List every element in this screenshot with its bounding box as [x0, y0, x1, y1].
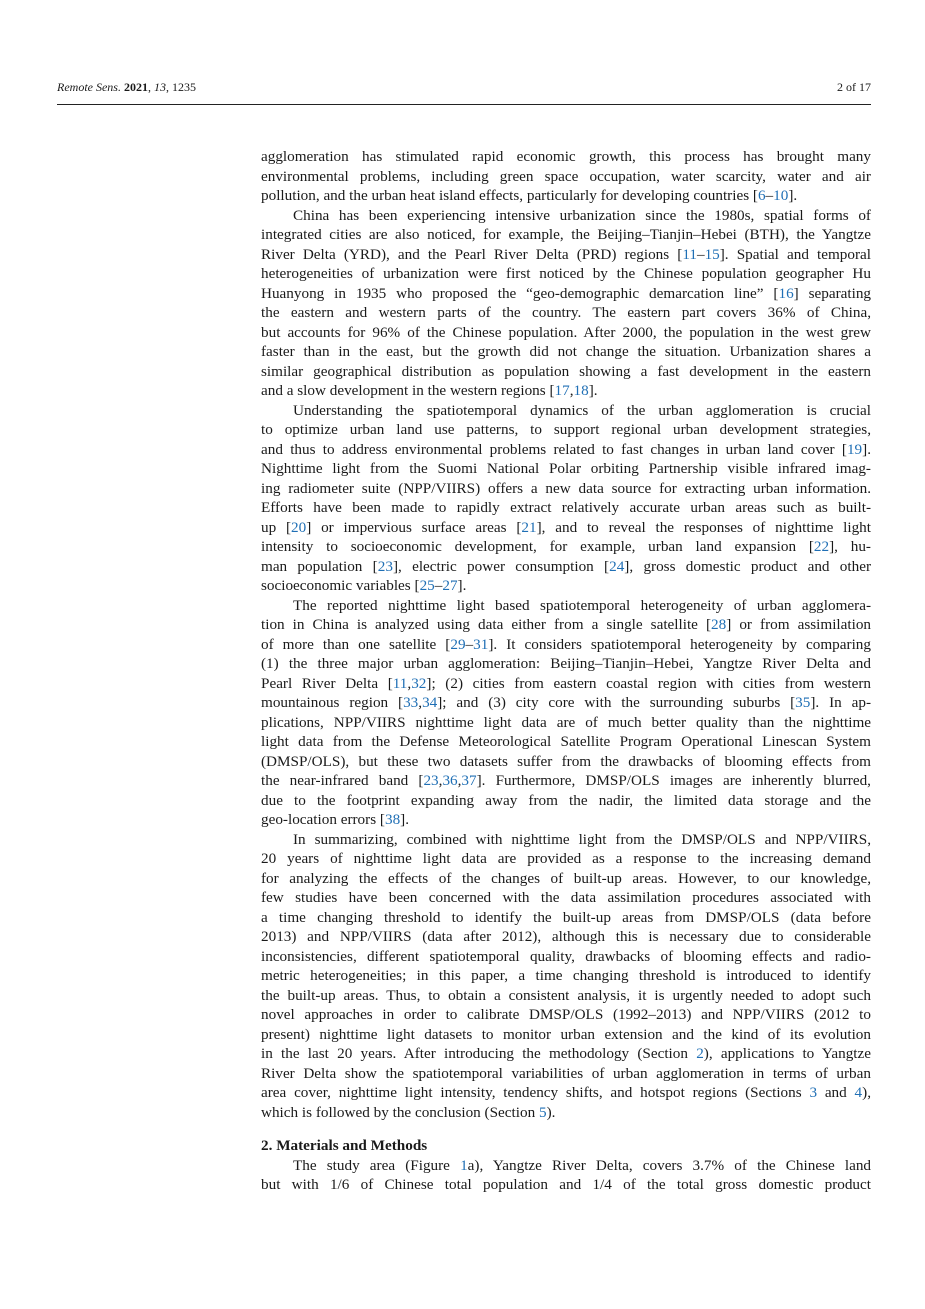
line-text: – [434, 577, 443, 594]
citation-link[interactable]: 25 [419, 577, 435, 594]
line-text: ]. [862, 440, 871, 458]
text-line [261, 498, 871, 518]
line-text: , [569, 382, 574, 399]
line-text: River Delta show the spatiotemporal variabilities of urban agglomeration in terms of urban [261, 1064, 871, 1082]
text-line [261, 771, 871, 791]
journal-volume: 13 [153, 80, 166, 94]
line-text: ), [862, 1084, 871, 1101]
text-line [261, 459, 871, 479]
line-text: in the last 20 years. After introducing the methodology (Section [261, 1045, 697, 1062]
line-text: ]. [400, 811, 410, 828]
citation-link[interactable]: 37 [461, 772, 477, 789]
line-text: mountainous region [ [261, 694, 404, 711]
line-text: (1) the three major urban agglomeration: Beijing–Tianjin–Hebei, Yangtze River Delta and [261, 655, 871, 672]
line-text: present) nighttime light datasets to monitor urban extension and the kind of its evolution [261, 1025, 871, 1043]
text-line [261, 810, 871, 830]
header-rule [57, 104, 871, 105]
citation-link[interactable]: 1 [460, 1156, 468, 1174]
line-text: ], and to reveal the responses of nighttime light [536, 518, 871, 536]
line-text: (DMSP/OLS), but these two datasets suffer from the drawbacks of blooming effects from [261, 752, 871, 770]
line-text: Efforts have been made to rapidly extract relatively accurate urban areas such as built- [261, 499, 871, 516]
line-text: intensity to socioeconomic development, for example, urban land expansion [ [261, 538, 814, 555]
line-text: a time changing threshold to identify the built-up areas from DMSP/OLS (data before [261, 908, 871, 926]
line-text: area cover, nighttime light intensity, tendency shifts, and hotspot regions (Sections [261, 1084, 810, 1101]
journal-name: Remote Sens. [57, 80, 121, 94]
line-text: pollution, and the urban heat island effects, particularly for developing countries [ [261, 187, 758, 204]
section-heading: 2. Materials and Methods [261, 1137, 428, 1154]
text-line [261, 401, 871, 421]
text-line [261, 693, 871, 713]
line-text: ]; and (3) city core with the surrounding suburbs [ [437, 694, 796, 711]
citation-link[interactable]: 29 [450, 635, 466, 653]
line-text: 2013) and NPP/VIIRS (data after 2012), although this is necessary due to considerable [261, 928, 871, 945]
text-line [261, 479, 871, 499]
line-text: River Delta (YRD), and the Pearl River Delta (PRD) regions [ [261, 245, 683, 263]
citation-link[interactable]: 35 [795, 694, 811, 711]
citation-link[interactable]: 18 [573, 382, 589, 399]
citation-link[interactable]: 23 [423, 772, 439, 789]
text-line [261, 888, 871, 908]
line-text: up [ [261, 518, 292, 536]
citation-link[interactable]: 15 [704, 245, 720, 263]
text-line [261, 206, 871, 226]
citation-link[interactable]: 36 [442, 772, 458, 789]
text-line [261, 381, 871, 401]
text-line [261, 654, 871, 674]
line-text: of more than one satellite [ [261, 635, 451, 653]
line-text: , [407, 674, 412, 692]
text-line [261, 947, 871, 967]
line-text: agglomeration has stimulated rapid economic growth, this process has brought many [261, 148, 871, 165]
line-text: ], gross domestic product and other [624, 557, 871, 575]
citation-link[interactable]: 11 [682, 245, 697, 263]
text-line [261, 791, 871, 811]
citation-link[interactable]: 21 [521, 518, 537, 536]
citation-link[interactable]: 38 [384, 811, 401, 828]
text-line [261, 732, 871, 752]
citation-link[interactable]: 31 [473, 635, 489, 653]
citation-link[interactable]: 4 [854, 1084, 863, 1101]
text-line [261, 830, 871, 850]
text-line [261, 303, 871, 323]
line-text: The reported nighttime light based spatiotemporal heterogeneity of urban agglomera- [293, 596, 871, 614]
text-line [261, 245, 871, 265]
text-line [261, 225, 871, 245]
text-line [261, 986, 871, 1006]
line-text: geo-location errors [ [261, 811, 385, 828]
journal-year: 2021 [123, 80, 148, 94]
text-line [261, 186, 871, 206]
line-text: In summarizing, combined with nighttime light from the DMSP/OLS and NPP/VIIRS, [293, 830, 871, 848]
text-line [261, 576, 871, 596]
text-line [261, 557, 871, 577]
line-text: tion in China is analyzed using data either from a single satellite [ [261, 616, 712, 633]
citation-link[interactable]: 16 [778, 284, 794, 302]
line-text: but accounts for 96% of the Chinese population. After 2000, the population in the west grew [261, 323, 871, 341]
text-line [261, 147, 871, 167]
citation-link[interactable]: 32 [411, 674, 427, 692]
text-line [261, 167, 871, 187]
line-text: a), Yangtze River Delta, covers 3.7% of the Chinese land [467, 1156, 871, 1174]
line-text: plications, NPP/VIIRS nighttime light data are of much better quality than the nighttime [261, 713, 871, 731]
line-text: but with 1/6 of Chinese total population and 1/4 of the total gross domestic product [261, 1176, 871, 1193]
text-line [261, 596, 871, 616]
line-text: ], hu- [829, 538, 871, 555]
citation-link[interactable]: 28 [711, 616, 727, 633]
line-text: ]. [788, 187, 798, 204]
text-line [261, 342, 871, 362]
citation-link[interactable]: 24 [609, 557, 625, 575]
citation-link[interactable]: 10 [773, 187, 789, 204]
line-text: light data from the Defense Meteorological Satellite Program Operational Linescan System [261, 733, 871, 750]
citation-link[interactable]: 20 [291, 518, 307, 536]
journal-citation: Remote Sens. 2021, 13, 1235 [57, 80, 196, 94]
text-line [261, 908, 871, 928]
page-number: 2 of 17 [837, 80, 871, 94]
running-header [57, 80, 871, 100]
line-text: China has been experiencing intensive urbanization since the 1980s, spatial forms of [293, 206, 871, 224]
citation-link[interactable]: 27 [442, 577, 458, 594]
article-number: 1235 [171, 80, 196, 94]
text-line [261, 362, 871, 382]
text-line [261, 927, 871, 947]
line-text: the near-infrared band [ [261, 772, 424, 789]
text-line [261, 966, 871, 986]
citation-link[interactable]: 19 [846, 440, 863, 458]
citation-link[interactable]: 6 [757, 187, 766, 204]
line-text: , [438, 772, 443, 789]
text-line [261, 284, 871, 304]
text-line [261, 713, 871, 733]
line-text: ]. [457, 577, 467, 594]
line-text: the built-up areas. Thus, to obtain a consistent analysis, it is urgently needed to adopt such [261, 986, 871, 1004]
text-line [261, 1175, 871, 1195]
line-text: The study area (Figure [293, 1156, 461, 1174]
text-line [261, 1044, 871, 1064]
text-line [261, 635, 871, 655]
line-text: and [817, 1084, 855, 1101]
text-line [261, 1064, 871, 1084]
line-text: integrated cities are also noticed, for example, the Beijing–Tianjin–Hebei (BTH), the Yangtze [261, 226, 871, 243]
line-text: similar geographical distribution as population showing a fast development in the eastern [261, 362, 871, 380]
line-text: novel approaches in order to calibrate DMSP/OLS (1992–2013) and NPP/VIIRS (2012 to [261, 1006, 871, 1023]
line-text: ing radiometer suite (NPP/VIIRS) offers a new data source for extracting urban information. [261, 479, 871, 497]
citation-link[interactable]: 2 [696, 1045, 704, 1062]
citation-link[interactable]: 23 [377, 557, 393, 575]
citation-link[interactable]: 22 [813, 538, 830, 555]
line-text: ]. Furthermore, DMSP/OLS images are inherently blurred, [476, 772, 871, 789]
line-text: man population [ [261, 557, 378, 575]
line-text: – [696, 245, 705, 263]
line-text: ] or from assimilation [726, 616, 871, 633]
text-line [261, 869, 871, 889]
line-text: 20 years of nighttime light data are provided as a response to the increasing demand [261, 850, 871, 867]
line-text: – [465, 635, 474, 653]
text-line [261, 323, 871, 343]
line-text: ]; (2) cities from eastern coastal region with cities from western [426, 674, 871, 692]
line-text: Nighttime light from the Suomi National Polar orbiting Partnership visible infrared imag- [261, 460, 871, 477]
text-line [261, 537, 871, 557]
text-line [261, 1083, 871, 1103]
section-paragraph [261, 1156, 871, 1195]
text-line [261, 674, 871, 694]
line-text: ]. In ap- [810, 694, 871, 711]
body-text [261, 147, 871, 1195]
text-line [261, 1025, 871, 1045]
line-text: few studies have been concerned with the data assimilation procedures associated with [261, 889, 871, 906]
line-text: inconsistencies, different spatiotemporal quality, drawbacks of blooming effects and radio- [261, 947, 871, 965]
line-text: socioeconomic variables [ [261, 577, 420, 594]
text-line [261, 440, 871, 460]
line-text: – [765, 187, 774, 204]
line-text: and a slow development in the western regions [ [261, 382, 555, 399]
text-line [261, 420, 871, 440]
line-text: Understanding the spatiotemporal dynamics of the urban agglomeration is crucial [293, 401, 871, 419]
line-text: due to the footprint expanding away from the nadir, the limited data storage and the [261, 791, 871, 809]
line-text: to optimize urban land use patterns, to support regional urban development strategies, [261, 421, 871, 438]
line-text: faster than in the east, but the growth did not change the situation. Urbanization shares a [261, 343, 871, 360]
citation-link[interactable]: 5 [538, 1103, 547, 1121]
line-text: ]. Spatial and temporal [719, 245, 871, 263]
line-text: , [457, 772, 462, 789]
text-line [261, 1103, 871, 1123]
line-text: ), applications to Yangtze [703, 1045, 871, 1062]
citation-link[interactable]: 17 [554, 382, 570, 399]
line-text: Huanyong in 1935 who proposed the “geo-demographic demarcation line” [ [261, 284, 779, 302]
line-text: ] or impervious surface areas [ [306, 518, 522, 536]
text-line [261, 1156, 871, 1176]
line-text: environmental problems, including green space occupation, water scarcity, water and air [261, 167, 871, 185]
citation-link[interactable]: 33 [403, 694, 419, 711]
line-text: and thus to address environmental problems related to fast changes in urban land cover [ [261, 440, 847, 458]
text-line [261, 264, 871, 284]
introduction-paragraphs [261, 147, 871, 1122]
line-text: ] separating [793, 284, 871, 302]
line-text: metric heterogeneities; in this paper, a time changing threshold is introduced to identify [261, 967, 871, 984]
line-text: ]. [588, 382, 598, 399]
citation-link[interactable]: 34 [422, 694, 438, 711]
line-text: ). [546, 1103, 556, 1121]
text-line [261, 752, 871, 772]
line-text: heterogeneities of urbanization were first noticed by the Chinese population geographer Hu [261, 265, 871, 282]
line-text: the eastern and western parts of the country. The eastern part covers 36% of China, [261, 304, 871, 321]
text-line [261, 849, 871, 869]
citation-link[interactable]: 3 [809, 1084, 818, 1101]
line-text: ]. It considers spatiotemporal heterogeneity by comparing [488, 635, 871, 653]
line-text: which is followed by the conclusion (Section [261, 1103, 539, 1121]
text-line [261, 615, 871, 635]
line-text: for analyzing the effects of the changes of built-up areas. However, to our knowledge, [261, 869, 871, 887]
line-text: Pearl River Delta [ [261, 674, 393, 692]
citation-link[interactable]: 11 [392, 674, 408, 692]
line-text: ], electric power consumption [ [392, 557, 610, 575]
line-text: , [418, 694, 423, 711]
text-line [261, 518, 871, 538]
text-line [261, 1005, 871, 1025]
